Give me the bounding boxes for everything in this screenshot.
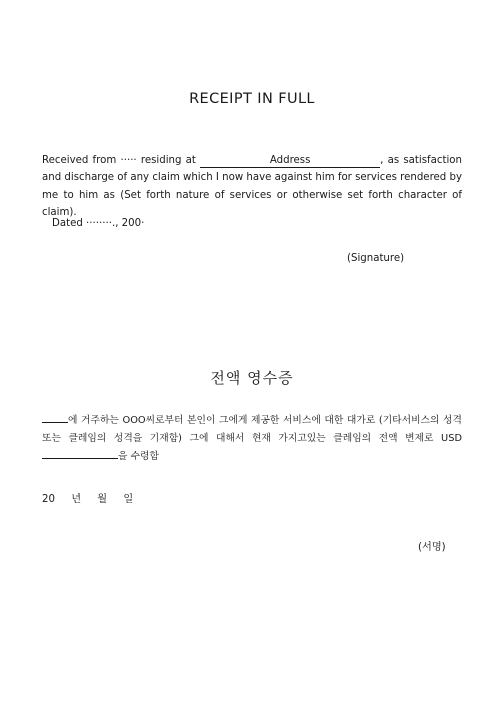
korean-body-text-end: 을 수령함 [118, 451, 159, 462]
address-field: Address [200, 155, 380, 168]
english-body-text-start: Received from ····· residing at [42, 155, 201, 166]
dated-line: Dated ········., 200· [52, 218, 145, 229]
english-signature-label: (Signature) [347, 253, 405, 264]
english-title: RECEIPT IN FULL [189, 91, 315, 107]
english-body-text-end: , as satisfaction and discharge of any claim which I now have against him for services rendered by me to him as (Set forth nature of services or otherwise set forth character of claim). [42, 155, 463, 218]
korean-body-paragraph [42, 411, 462, 466]
amount-blank [42, 447, 118, 459]
residence-blank [42, 411, 68, 423]
english-body-paragraph [42, 152, 462, 221]
korean-title: 전액 영수증 [210, 369, 294, 387]
korean-body-text-start: 에 거주하는 OOO씨로부터 본인이 그에게 제공한 서비스에 대한 대가로 (기타서비스의 성격 또는 클레임의 성격을 기재함) 그에 대해서 현재 가지고있는 클레임의 전액 변제로 USD [42, 415, 462, 444]
korean-signature-label: (서명) [418, 542, 446, 553]
korean-date-line: 20 년 월 일 [42, 494, 134, 505]
